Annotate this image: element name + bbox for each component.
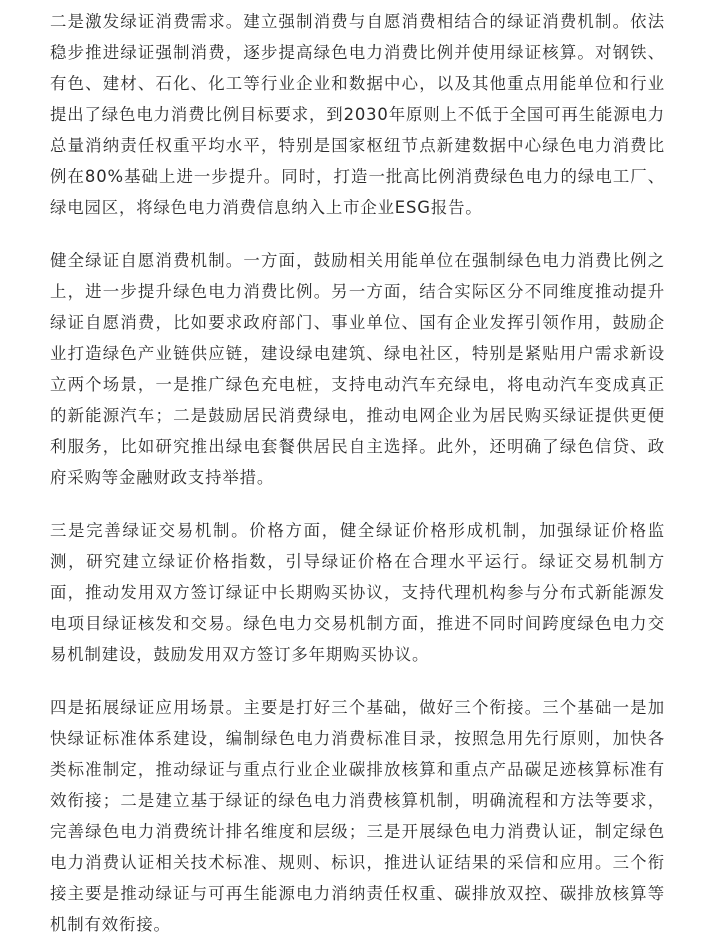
paragraph-voluntary-consumption: 健全绿证自愿消费机制。一方面，鼓励相关用能单位在强制绿色电力消费比例之上，进一步提升绿色电力消费比例。另一方面，结合实际区分不同维度推动提升绿证自愿消费，比如要求政府部门、事业单位、国有企业发挥引领作用，鼓励企业打造绿色产业链供应链，建设绿电建筑、绿电社区，特别是紧贴用户需求新设立两个场景，一是推广绿色充电桩，支持电动汽车充绿电，将电动汽车变成真正的新能源汽车；二是鼓励居民消费绿电，推动电网企业为居民购买绿证提供更便利服务，比如研究推出绿电套餐供居民自主选择。此外，还明确了绿色信贷、政府采购等金融财政支持举措。 xyxy=(50,251,665,487)
paragraph-stimulate-demand: 二是激发绿证消费需求。建立强制消费与自愿消费相结合的绿证消费机制。依法稳步推进绿证强制消费，逐步提高绿色电力消费比例并使用绿证核算。对钢铁、有色、建材、石化、化工等行业企业和数据中心，以及其他重点用能单位和行业提出了绿色电力消费比例目标要求，到2030年原则上不低于全国可再生能源电力总量消纳责任权重平均水平，特别是国家枢纽节点新建数据中心绿色电力消费比例在80%基础上进一步提升。同时，打造一批高比例消费绿色电力的绿电工厂、绿电园区，将绿色电力消费信息纳入上市企业ESG报告。 xyxy=(50,12,665,217)
paragraph-application-scenarios: 四是拓展绿证应用场景。主要是打好三个基础，做好三个衔接。三个基础一是加快绿证标准体系建设，编制绿色电力消费标准目录，按照急用先行原则，加快各类标准制定，推动绿证与重点行业企业碳排放核算和重点产品碳足迹核算标准有效衔接；二是建立基于绿证的绿色电力消费核算机制，明确流程和方法等要求，完善绿色电力消费统计排名维度和层级；三是开展绿色电力消费认证，制定绿色电力消费认证相关技术标准、规则、标识，推进认证结果的采信和应用。三个衔接主要是推动绿证与可再生能源电力消纳责任权重、碳排放双控、碳排放核算等机制有效衔接。 xyxy=(50,698,665,934)
paragraph-trading-mechanism: 三是完善绿证交易机制。价格方面，健全绿证价格形成机制，加强绿证价格监测，研究建立绿证价格指数，引导绿证价格在合理水平运行。绿证交易机制方面，推动发用双方签订绿证中长期购买协议，支持代理机构参与分布式新能源发电项目绿证核发和交易。绿色电力交易机制方面，推进不同时间跨度绿色电力交易机制建设，鼓励发用双方签订多年期购买协议。 xyxy=(50,521,665,664)
